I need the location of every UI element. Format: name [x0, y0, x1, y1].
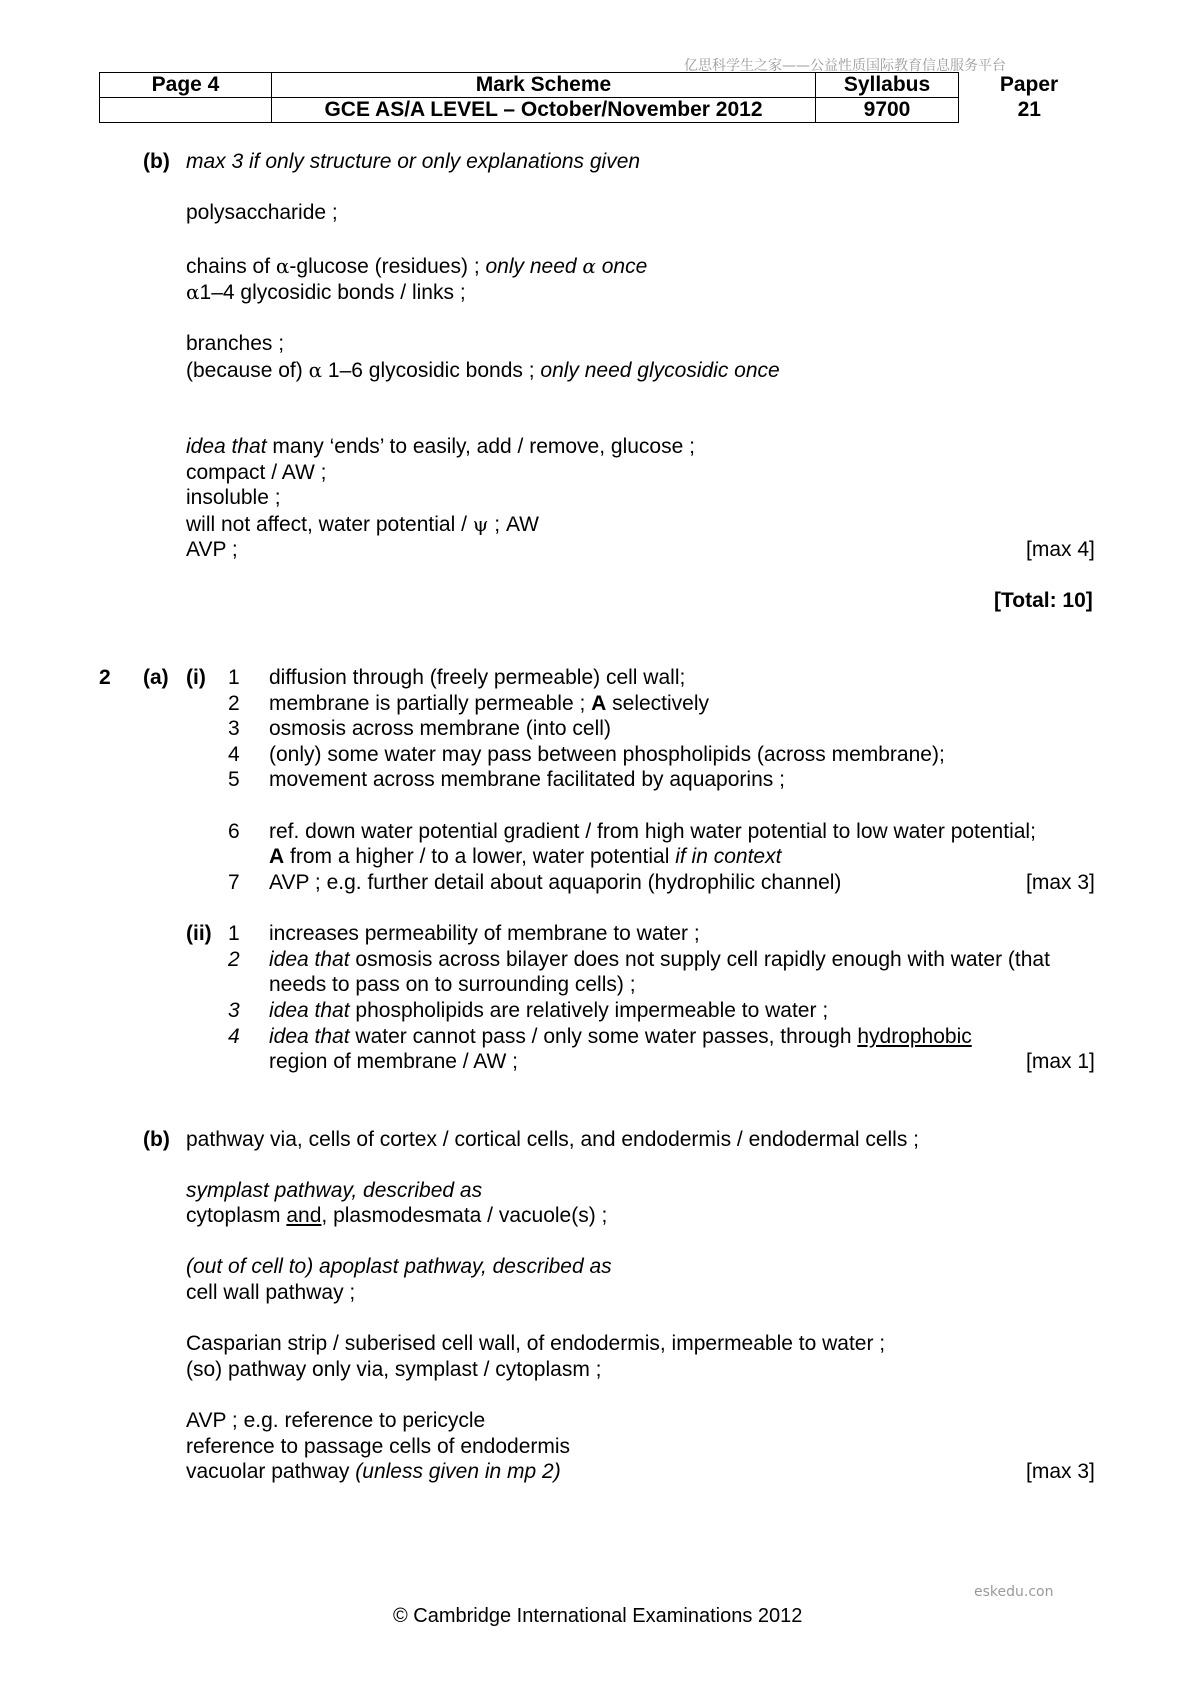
q1b-line — [186, 358, 780, 383]
q1b-note: max 3 if only structure or only explanations given — [186, 150, 641, 173]
q2b-line: AVP ; e.g. reference to pericycle — [186, 1409, 486, 1432]
text: idea that — [186, 435, 267, 458]
q2b-line: symplast pathway, described as — [186, 1179, 483, 1202]
text: if in context — [675, 845, 782, 868]
text: will not affect, water potential / — [186, 513, 473, 536]
text: (because of) — [186, 359, 309, 382]
item-number: 2 — [228, 692, 240, 715]
q2b-line — [186, 1204, 607, 1228]
q2aii-mark: [max 1] — [1026, 1050, 1095, 1073]
text: idea that — [269, 948, 350, 971]
q2-number: 2 — [99, 666, 111, 689]
text: selectively — [606, 692, 710, 715]
item-number: 7 — [228, 871, 240, 894]
item-number: 2 — [228, 948, 240, 971]
text: and — [286, 1204, 322, 1227]
text: cytoplasm — [186, 1204, 287, 1227]
item-number: 3 — [228, 999, 240, 1022]
q1b-line — [186, 435, 695, 459]
text: once — [595, 255, 648, 278]
item-text: AVP ; e.g. further detail about aquaporin (hydrophilic channel) — [269, 871, 842, 894]
item-text-cont: region of membrane / AW ; — [269, 1050, 518, 1073]
header-empty-cell — [100, 98, 272, 123]
header-exam: GCE AS/A LEVEL – October/November 2012 — [272, 98, 816, 123]
text: (unless given in mp 2) — [355, 1460, 561, 1483]
q2aii-label: (ii) — [186, 922, 212, 945]
header-table — [99, 72, 1100, 123]
item-text-cont — [269, 845, 781, 869]
watermark-bottom: eskedu.con — [974, 1584, 1054, 1600]
q2b-line — [186, 1460, 561, 1484]
item-text-cont: needs to pass on to surrounding cells) ; — [269, 973, 636, 996]
item-number: 4 — [228, 743, 240, 766]
header-page: Page 4 — [100, 73, 272, 98]
item-number: 1 — [228, 922, 240, 945]
q1b-line: compact / AW ; — [186, 461, 327, 484]
q1b-line: insoluble ; — [186, 486, 281, 509]
psi-symbol: ψ — [472, 512, 489, 536]
alpha-symbol: α — [275, 254, 290, 278]
item-number: 4 — [228, 1025, 240, 1048]
q2b-line: pathway via, cells of cortex / cortical cells, and endodermis / endodermal cells ; — [186, 1128, 920, 1151]
q2b-line: cell wall pathway ; — [186, 1281, 356, 1304]
text: , plasmodesmata / vacuole(s) ; — [321, 1204, 608, 1227]
text: ; AW — [488, 513, 540, 536]
text: vacuolar pathway — [186, 1460, 356, 1483]
q2b-line: reference to passage cells of endodermis — [186, 1435, 571, 1458]
item-text: ref. down water potential gradient / from high water potential to low water potential; — [269, 820, 1036, 843]
text: only need glycosidic once — [540, 359, 780, 382]
item-text: diffusion through (freely permeable) cell wall; — [269, 666, 686, 689]
text: A — [591, 692, 607, 715]
item-text: (only) some water may pass between phospholipids (across membrane); — [269, 743, 945, 766]
header-syllabus-value: 9700 — [816, 98, 959, 123]
item-number: 6 — [228, 820, 240, 843]
item-text — [269, 1025, 972, 1049]
item-text — [269, 692, 709, 716]
item-text: increases permeability of membrane to water ; — [269, 922, 700, 945]
alpha-symbol: α — [186, 280, 200, 304]
header-syllabus-label: Syllabus — [816, 73, 959, 98]
text: 1–6 glycosidic bonds ; — [322, 359, 541, 382]
item-number: 1 — [228, 666, 240, 689]
q1b-label: (b) — [143, 150, 170, 173]
header-paper-value: 21 — [1017, 98, 1041, 121]
item-text — [269, 999, 828, 1023]
text: idea that — [269, 999, 350, 1022]
watermark-top: 亿思科学生之家——公益性质国际教育信息服务平台 — [684, 58, 1006, 74]
item-number: 5 — [228, 768, 240, 791]
text: A — [269, 845, 285, 868]
text: many ‘ends’ to easily, add / remove, glucose ; — [266, 435, 695, 458]
q2b-line: (so) pathway only via, symplast / cytoplasm ; — [186, 1358, 602, 1381]
alpha-symbol: α — [582, 254, 596, 278]
q2b-line: Casparian strip / suberised cell wall, of endodermis, impermeable to water ; — [186, 1332, 886, 1355]
q1b-line — [186, 280, 466, 305]
text: from a higher / to a lower, water potential — [284, 845, 676, 868]
q1b-line: AVP ; — [186, 538, 238, 561]
q1b-line: branches ; — [186, 332, 285, 355]
text: hydrophobic — [857, 1025, 972, 1048]
text: -glucose (residues) ; — [289, 255, 486, 278]
item-text — [269, 948, 1050, 972]
q2b-mark: [max 3] — [1026, 1460, 1095, 1483]
q2ai-mark: [max 3] — [1026, 871, 1095, 894]
item-text: osmosis across membrane (into cell) — [269, 717, 611, 740]
text: membrane is partially permeable ; — [269, 692, 592, 715]
q1b-line: polysaccharide ; — [186, 201, 338, 224]
item-text: movement across membrane facilitated by aquaporins ; — [269, 768, 785, 791]
q1b-line — [186, 512, 539, 537]
text: phospholipids are relatively impermeable to water ; — [349, 999, 829, 1022]
text: idea that — [269, 1025, 350, 1048]
q2a-label: (a) — [143, 666, 169, 689]
header-paper-label: Paper — [999, 73, 1059, 96]
q1b-line — [186, 254, 647, 279]
text: 1–4 glycosidic bonds / links ; — [199, 281, 466, 304]
q2b-line: (out of cell to) apoplast pathway, described as — [186, 1255, 612, 1278]
header-doc: Mark Scheme — [272, 73, 816, 98]
item-number: 3 — [228, 717, 240, 740]
q2ai-label: (i) — [186, 666, 206, 689]
text: water cannot pass / only some water passes, through — [349, 1025, 858, 1048]
q1-total: [Total: 10] — [994, 589, 1093, 612]
footer-copyright: © Cambridge International Examinations 2012 — [393, 1605, 803, 1627]
q1b-mark: [max 4] — [1026, 538, 1095, 561]
q2b-label: (b) — [143, 1128, 170, 1151]
alpha-symbol: α — [308, 358, 323, 382]
text: chains of — [186, 255, 276, 278]
text: only need — [485, 255, 583, 278]
text: osmosis across bilayer does not supply cell rapidly enough with water (that — [349, 948, 1050, 971]
